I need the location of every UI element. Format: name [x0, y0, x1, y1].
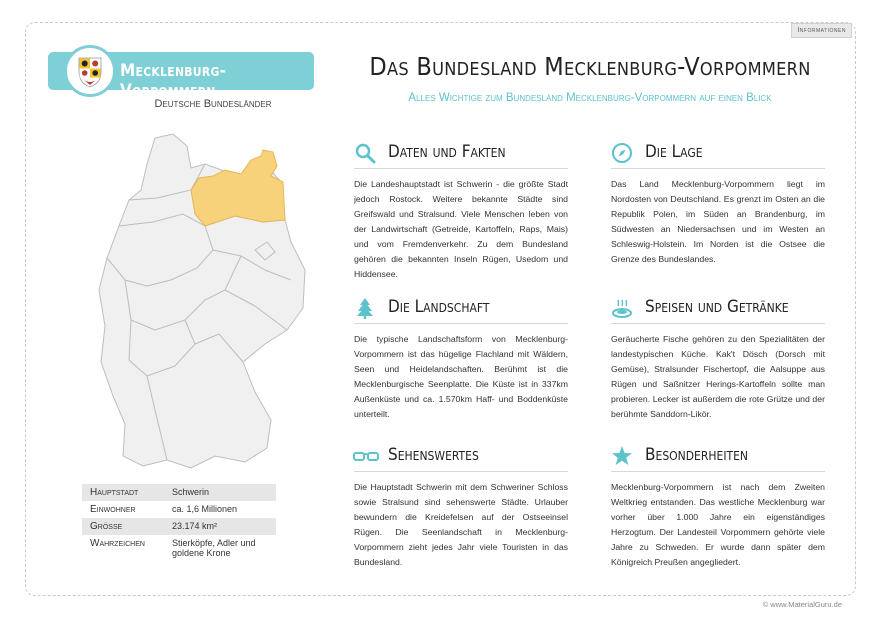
- germany-map: [95, 130, 320, 475]
- section-text: Geräucherte Fische gehören zu den Spezialitäten der landestypischen Küche. Kak't Dösch (Dorsch mit Gemüse), Stralsunder Fischertopf, die Aalsuppe aus Rügen und Saßnitzer Herings-Kartoffeln sollte man probieren. Lecker ist außerdem die rote Grütze und der berühmte Sanddorn-Likör.: [611, 334, 825, 419]
- fact-key: Hauptstadt: [90, 487, 139, 498]
- dish-icon: [611, 297, 633, 319]
- section-header: [611, 443, 825, 472]
- section-text: Mecklenburg-Vorpommern ist nach dem Zweiten Weltkrieg entstanden. Das westliche Mecklenburg war vorher über 1.000 Jahre ein eigenständiges Herzogtum. Der Landesteil Vorpommern gehörte viele Jahre zu Schweden. Er wurde dann später dem Königreich Preußen angegliedert.: [611, 482, 825, 567]
- fact-key: Einwohner: [90, 504, 136, 515]
- section-text: Die Hauptstadt Schwerin mit dem Schweriner Schloss sowie Stralsund sind sehenswerte Städte. Urlauber bewundern die Kreidefelsen auf der Ostseeinsel Rügen. Die Seenlandschaft in Mecklenburg-Vorpommern zieht jedes Jahr viele Touristen in das Bundesland.: [354, 482, 568, 567]
- banner-subtitle: Deutsche Bundesländer: [154, 98, 272, 110]
- section-title: Speisen und Getränke: [645, 297, 789, 317]
- section-speisen: [611, 295, 825, 422]
- section-header: [354, 443, 568, 472]
- page-subtitle: Alles Wichtige zum Bundesland Mecklenburg-Vorpommern auf einen Blick: [408, 92, 772, 104]
- fact-value: 23.174 km²: [172, 521, 218, 531]
- section-landschaft: [354, 295, 568, 422]
- table-row: [82, 518, 276, 535]
- section-header: [354, 295, 568, 324]
- section-title: Die Landschaft: [388, 297, 490, 317]
- section-text: Die Landeshauptstadt ist Schwerin - die größte Stadt jedoch Rostock. Weitere bekannte Städte sind Greifswald und Stralsund. Viele Menschen leben von der Landwirtschaft (Getreide, Kartoffeln, Raps, Mais) und vom Fremdenverkehr. Zu dem Bundesland gehören die bekannten Inseln Rügen, Usedom und Hiddensee.: [354, 179, 568, 279]
- copyright-text: © www.MaterialGuru.de: [762, 600, 842, 609]
- fact-value: Schwerin: [172, 487, 210, 497]
- banner-title: Mecklenburg-Vorpommern: [120, 61, 227, 101]
- fact-value: ca. 1,6 Millionen: [172, 504, 238, 514]
- table-row: [82, 501, 276, 518]
- section-sehenswertes: [354, 443, 568, 570]
- compass-icon: [611, 142, 633, 164]
- map-highlight-mv: [191, 150, 285, 226]
- table-row: [82, 535, 276, 561]
- section-header: [354, 140, 568, 169]
- fact-key: Wahrzeichen: [90, 538, 145, 549]
- section-title: Sehenswertes: [388, 445, 479, 465]
- section-daten: [354, 140, 568, 282]
- fact-value: Stierköpfe, Adler und goldene Krone: [172, 538, 256, 558]
- glasses-icon: [352, 445, 380, 467]
- page-title: Das Bundesland Mecklenburg-Vorpommern: [369, 52, 811, 81]
- section-title: Die Lage: [645, 142, 703, 162]
- fact-key: Größe: [90, 521, 123, 532]
- section-text: Die typische Landschaftsform von Mecklenburg-Vorpommern ist das hügelige Flachland mit Wäldern, Seen und Heidelandschaften. Berühmt ist die Mecklenburgische Seenplatte. Die Küste ist in 337km Außenküste und ca. 1.570km Haff- und Boddenküste unterteilt.: [354, 334, 568, 419]
- section-lage: [611, 140, 825, 267]
- coat-of-arms-icon: [64, 45, 116, 97]
- section-header: [611, 295, 825, 324]
- section-text: Das Land Mecklenburg-Vorpommern liegt im Nordosten von Deutschland. Es grenzt im Osten an die Republik Polen, im Süden an Brandenburg, im Südwesten an Niedersachsen und im Westen an Schleswig-Holstein. Im Norden ist die Ostsee die Grenze des Bundeslandes.: [611, 179, 825, 264]
- star-icon: [611, 445, 633, 467]
- magnifier-icon: [354, 142, 376, 164]
- section-title: Daten und Fakten: [388, 142, 506, 162]
- table-row: [82, 484, 276, 501]
- info-tag: Informationen: [791, 23, 852, 38]
- tree-icon: [354, 297, 376, 319]
- section-besonderheiten: [611, 443, 825, 570]
- section-title: Besonderheiten: [645, 445, 748, 465]
- facts-table: [82, 484, 276, 561]
- section-header: [611, 140, 825, 169]
